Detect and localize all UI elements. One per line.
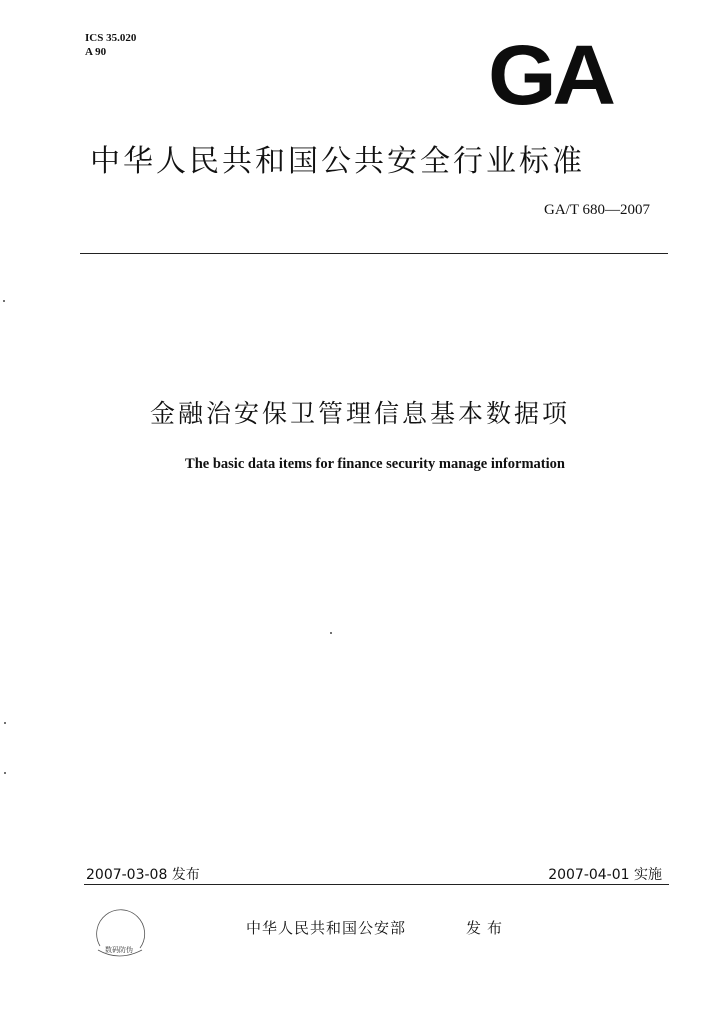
document-title-chinese: 金融治安保卫管理信息基本数据项: [149, 399, 570, 428]
footer-divider: [84, 884, 669, 885]
scan-speck: [4, 722, 6, 724]
scan-speck: [4, 772, 6, 774]
ga-logo: GA: [488, 28, 612, 122]
scan-speck: [3, 300, 5, 302]
issuing-authority: 中华人民共和国公安部: [246, 919, 407, 937]
ccs-code: A 90: [85, 46, 107, 58]
issuing-label: 发布: [466, 919, 509, 937]
ics-code: ICS 35.020: [85, 32, 137, 44]
implementation-date: 2007-04-01 实施: [548, 867, 662, 883]
scan-speck: [330, 632, 332, 634]
classification-codes: [85, 31, 136, 59]
standard-category: 中华人民共和国公共安全行业标准: [90, 144, 585, 179]
header-divider: [80, 253, 668, 254]
standard-number: GA/T 680—2007: [544, 202, 650, 218]
document-title-english: The basic data items for finance security manage information: [185, 456, 565, 472]
anti-counterfeit-seal: [90, 906, 148, 964]
issue-date: 2007-03-08 发布: [86, 867, 200, 883]
seal-text: 数码防伪: [105, 946, 133, 954]
